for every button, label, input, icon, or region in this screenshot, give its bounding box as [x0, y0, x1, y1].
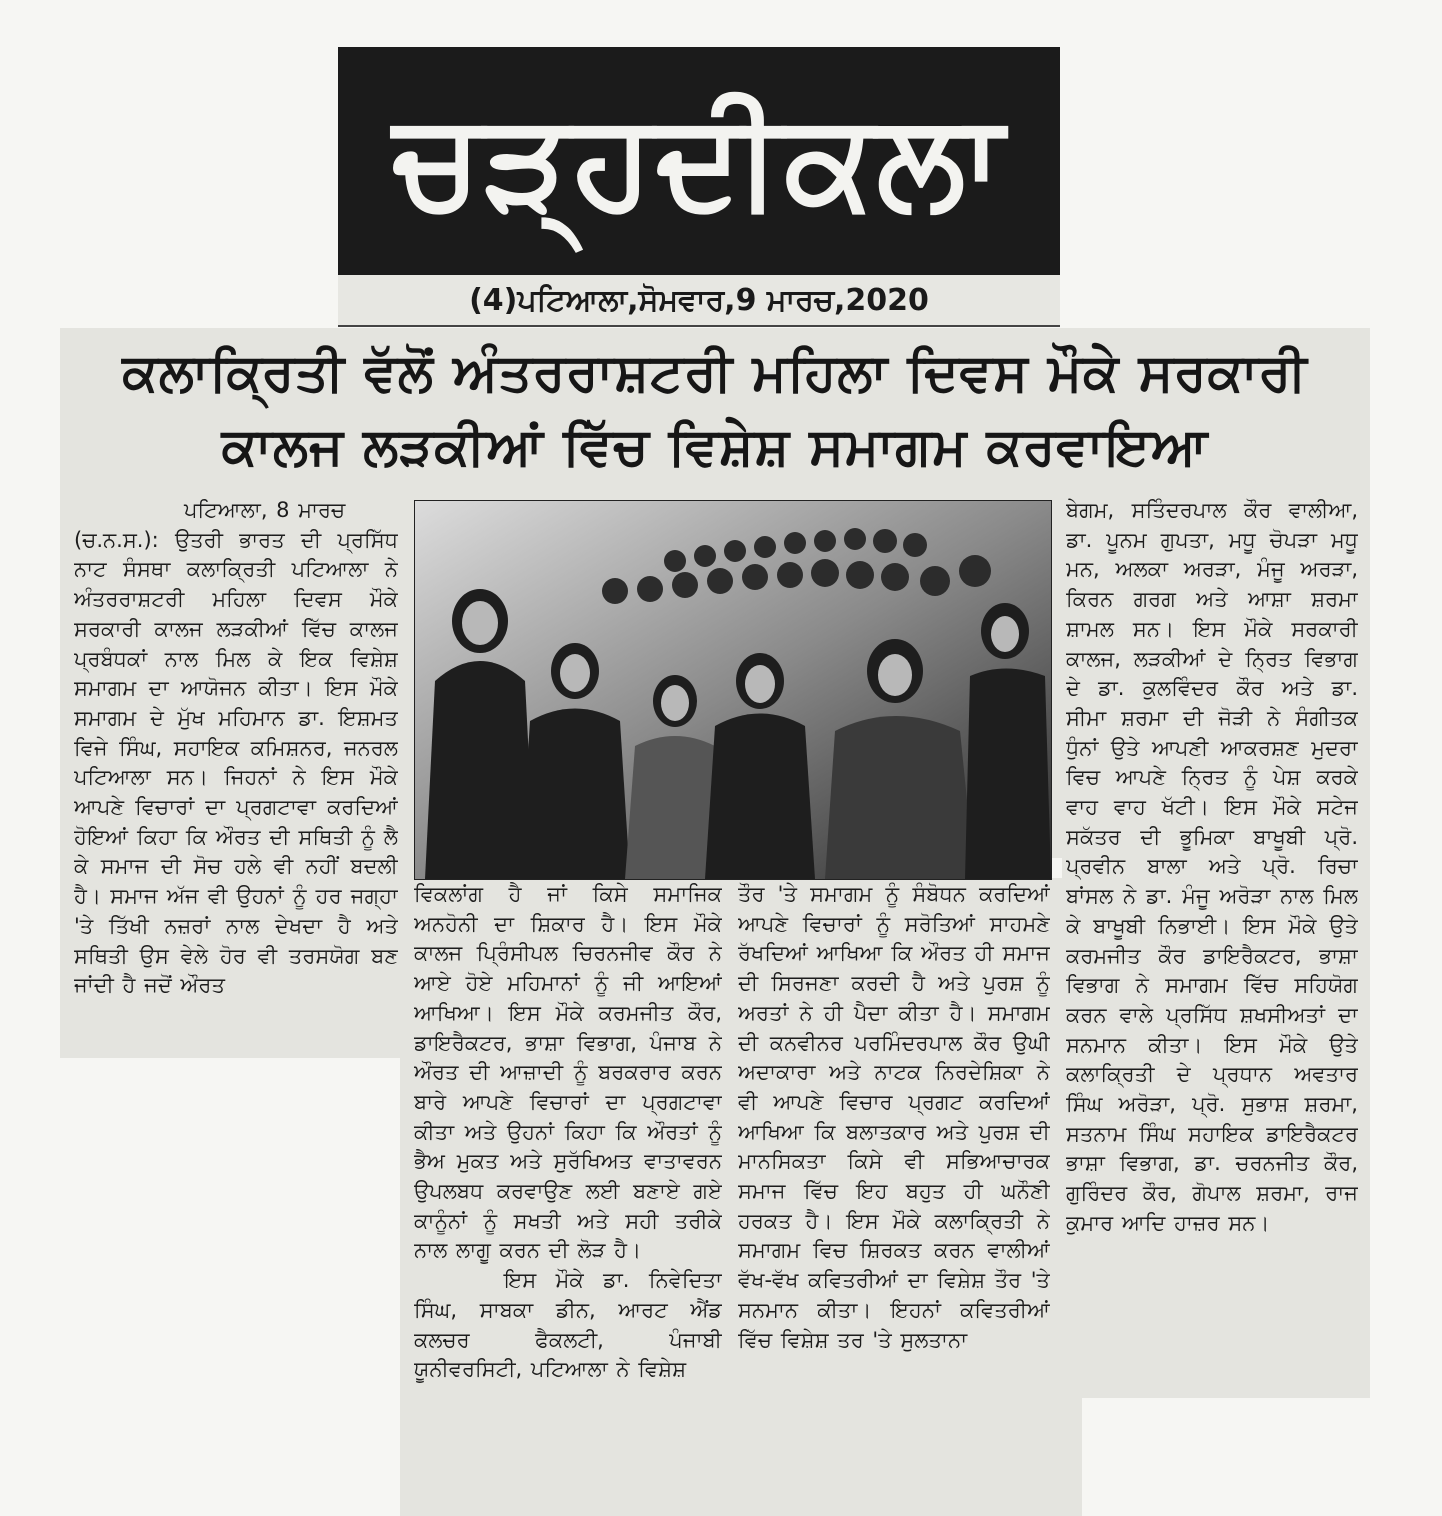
event-photo [414, 500, 1052, 880]
column-2-text-2: ਇਸ ਮੌਕੇ ਡਾ. ਨਿਵੇਦਿਤਾ ਸਿੰਘ, ਸਾਬਕਾ ਡੀਨ, ਆਰਟ ਐਂਡ ਕਲਚਰ ਫੈਕਲਟੀ, ਪੰਜਾਬੀ ਯੂਨੀਵਰਸਿਟੀ, ਪਟਿਆਲਾ ਨੇ ਵਿਸ਼ੇਸ਼ [414, 1268, 722, 1382]
headline-line-2: ਕਾਲਜ ਲੜਕੀਆਂ ਵਿੱਚ ਵਿਸ਼ੇਸ਼ ਸਮਾਗਮ ਕਰਵਾਇਆ [221, 417, 1209, 477]
column-1-text: (ਚ.ਨ.ਸ.): ਉਤਰੀ ਭਾਰਤ ਦੀ ਪ੍ਰਸਿੱਧ ਨਾਟ ਸੰਸਥਾ ਕਲਾਕ੍ਰਿਤੀ ਪਟਿਆਲਾ ਨੇ ਅੰਤਰਰਾਸ਼ਟਰੀ ਮਹਿਲਾ ਦਿਵਸ ਮੌਕੇ ਸਰਕਾਰੀ ਕਾਲਜ ਲੜਕੀਆਂ ਵਿੱਚ ਕਾਲਜ ਪ੍ਰਬੰਧਕਾਂ ਨਾਲ ਮਿਲ ਕੇ ਇਕ ਵਿਸ਼ੇਸ਼ ਸਮਾਗਮ ਦਾ ਆਯੋਜਨ ਕੀਤਾ। ਇਸ ਮੌਕੇ ਸਮਾਗਮ ਦੇ ਮੁੱਖ ਮਹਿਮਾਨ ਡਾ. ਇਸ਼ਮਤ ਵਿਜੇ ਸਿੰਘ, ਸਹਾਇਕ ਕਮਿਸ਼ਨਰ, ਜਨਰਲ ਪਟਿਆਲਾ ਸਨ। ਜਿਹਨਾਂ ਨੇ ਇਸ ਮੌਕੇ ਆਪਣੇ ਵਿਚਾਰਾਂ ਦਾ ਪ੍ਰਗਟਾਵਾ ਕਰਦਿਆਂ ਹੋਇਆਂ ਕਿਹਾ ਕਿ ਔਰਤ ਦੀ ਸਥਿਤੀ ਨੂੰ ਲੈ ਕੇ ਸਮਾਜ ਦੀ ਸੋਚ ਹਲੇ ਵੀ ਨਹੀਂ ਬਦਲੀ ਹੈ। ਸਮਾਜ ਅੱਜ ਵੀ ਉਹਨਾਂ ਨੂੰ ਹਰ ਜਗ੍ਹਾ 'ਤੇ ਤਿੱਖੀ ਨਜ਼ਰਾਂ ਨਾਲ ਦੇਖਦਾ ਹੈ ਅਤੇ ਸਥਿਤੀ ਉਸ ਵੇਲੇ ਹੋਰ ਵੀ ਤਰਸਯੋਗ ਬਣ ਜਾਂਦੀ ਹੈ ਜਦੋਂ ਔਰਤ [74, 527, 398, 998]
page-dateline: (4)ਪਟਿਆਲਾ,ਸੋਮਵਾਰ,9 ਮਾਰਚ,2020 [338, 275, 1060, 327]
newspaper-title: ਚੜ੍ਹਦੀਕਲਾ [392, 84, 1006, 238]
article-column-4 [1066, 496, 1358, 1386]
article-headline [68, 335, 1362, 485]
headline-line-1: ਕਲਾਕ੍ਰਿਤੀ ਵੱਲੋਂ ਅੰਤਰਰਾਸ਼ਟਰੀ ਮਹਿਲਾ ਦਿਵਸ ਮੌਕੇ ਸਰਕਾਰੀ [122, 343, 1308, 403]
column-2-text: ਵਿਕਲਾਂਗ ਹੈ ਜਾਂ ਕਿਸੇ ਸਮਾਜਿਕ ਅਨਹੋਨੀ ਦਾ ਸ਼ਿਕਾਰ ਹੈ। ਇਸ ਮੌਕੇ ਕਾਲਜ ਪ੍ਰਿੰਸੀਪਲ ਚਿਰਨਜੀਵ ਕੌਰ ਨੇ ਆਏ ਹੋਏ ਮਹਿਮਾਨਾਂ ਨੂੰ ਜੀ ਆਇਆਂ ਆਖਿਆ। ਇਸ ਮੌਕੇ ਕਰਮਜੀਤ ਕੌਰ, ਡਾਇਰੈਕਟਰ, ਭਾਸ਼ਾ ਵਿਭਾਗ, ਪੰਜਾਬ ਨੇ ਔਰਤ ਦੀ ਆਜ਼ਾਦੀ ਨੂੰ ਬਰਕਰਾਰ ਕਰਨ ਬਾਰੇ ਆਪਣੇ ਵਿਚਾਰਾਂ ਦਾ ਪ੍ਰਗਟਾਵਾ ਕੀਤਾ ਅਤੇ ਉਹਨਾਂ ਕਿਹਾ ਕਿ ਔਰਤਾਂ ਨੂੰ ਭੈਅ ਮੁਕਤ ਅਤੇ ਸੁਰੱਖਿਅਤ ਵਾਤਾਵਰਨ ਉਪਲਬਧ ਕਰਵਾਉਣ ਲਈ ਬਣਾਏ ਗਏ ਕਾਨੂੰਨਾਂ ਨੂੰ ਸਖਤੀ ਅਤੇ ਸਹੀ ਤਰੀਕੇ ਨਾਲ ਲਾਗੂ ਕਰਨ ਦੀ ਲੋੜ ਹੈ। [414, 882, 722, 1263]
article-column-2 [414, 880, 722, 1500]
column-1-dateline: ਪਟਿਆਲਾ, 8 ਮਾਰਚ [184, 498, 346, 522]
article-column-1 [74, 496, 398, 1044]
article-column-3 [738, 880, 1050, 1500]
column-4-text: ਬੇਗਮ, ਸਤਿੰਦਰਪਾਲ ਕੌਰ ਵਾਲੀਆ, ਡਾ. ਪੂਨਮ ਗੁਪਤਾ, ਮਧੂ ਚੋਪੜਾ ਮਧੂ ਮਨ, ਅਲਕਾ ਅਰੜਾ, ਮੰਜੂ ਅਰੜਾ, ਕਿਰਨ ਗਰਗ ਅਤੇ ਆਸ਼ਾ ਸ਼ਰਮਾ ਸ਼ਾਮਲ ਸਨ। ਇਸ ਮੌਕੇ ਸਰਕਾਰੀ ਕਾਲਜ, ਲੜਕੀਆਂ ਦੇ ਨ੍ਰਿਤ ਵਿਭਾਗ ਦੇ ਡਾ. ਕੁਲਵਿੰਦਰ ਕੌਰ ਅਤੇ ਡਾ. ਸੀਮਾ ਸ਼ਰਮਾ ਦੀ ਜੋੜੀ ਨੇ ਸੰਗੀਤਕ ਧੁੰਨਾਂ ਉਤੇ ਆਪਣੀ ਆਕਰਸ਼ਣ ਮੁਦਰਾ ਵਿਚ ਆਪਣੇ ਨ੍ਰਿਤ ਨੂੰ ਪੇਸ਼ ਕਰਕੇ ਵਾਹ ਵਾਹ ਖੱਟੀ। ਇਸ ਮੌਕੇ ਸਟੇਜ ਸਕੱਤਰ ਦੀ ਭੂਮਿਕਾ ਬਾਖੂਬੀ ਪ੍ਰੋ. ਪ੍ਰਵੀਨ ਬਾਲਾ ਅਤੇ ਪ੍ਰੋ. ਰਿਚਾ ਬਾਂਸਲ ਨੇ ਡਾ. ਮੰਜੂ ਅਰੋੜਾ ਨਾਲ ਮਿਲ ਕੇ ਬਾਖੂਬੀ ਨਿਭਾਈ। ਇਸ ਮੌਕੇ ਉਤੇ ਕਰਮਜੀਤ ਕੌਰ ਡਾਇਰੈਕਟਰ, ਭਾਸ਼ਾ ਵਿਭਾਗ ਨੇ ਸਮਾਗਮ ਵਿੱਚ ਸਹਿਯੋਗ ਕਰਨ ਵਾਲੇ ਪ੍ਰਸਿੱਧ ਸ਼ਖਸੀਅਤਾਂ ਦਾ ਸਨਮਾਨ ਕੀਤਾ। ਇਸ ਮੌਕੇ ਉਤੇ ਕਲਾਕ੍ਰਿਤੀ ਦੇ ਪ੍ਰਧਾਨ ਅਵਤਾਰ ਸਿੰਘ ਅਰੋੜਾ, ਪ੍ਰੋ. ਸੁਭਾਸ਼ ਸ਼ਰਮਾ, ਸਤਨਾਮ ਸਿੰਘ ਸਹਾਇਕ ਡਾਇਰੈਕਟਰ ਭਾਸ਼ਾ ਵਿਭਾਗ, ਡਾ. ਚਰਨਜੀਤ ਕੌਰ, ਗੁਰਿੰਦਰ ਕੌਰ, ਗੋਪਾਲ ਸ਼ਰਮਾ, ਰਾਜ ਕੁਮਾਰ ਆਦਿ ਹਾਜ਼ਰ ਸਨ। [1066, 498, 1358, 1235]
audience-photo-graphic [415, 501, 1051, 879]
newspaper-masthead [338, 47, 1060, 275]
column-3-text: ਤੌਰ 'ਤੇ ਸਮਾਗਮ ਨੂੰ ਸੰਬੋਧਨ ਕਰਦਿਆਂ ਆਪਣੇ ਵਿਚਾਰਾਂ ਨੂੰ ਸਰੋਤਿਆਂ ਸਾਹਮਣੇ ਰੱਖਦਿਆਂ ਆਖਿਆ ਕਿ ਔਰਤ ਹੀ ਸਮਾਜ ਦੀ ਸਿਰਜਣਾ ਕਰਦੀ ਹੈ ਅਤੇ ਪੁਰਸ਼ ਨੂੰ ਅਰਤਾਂ ਨੇ ਹੀ ਪੈਦਾ ਕੀਤਾ ਹੈ। ਸਮਾਗਮ ਦੀ ਕਨਵੀਨਰ ਪਰਮਿੰਦਰਪਾਲ ਕੌਰ ਉਘੀ ਅਦਾਕਾਰਾ ਅਤੇ ਨਾਟਕ ਨਿਰਦੇਸ਼ਿਕਾ ਨੇ ਵੀ ਆਪਣੇ ਵਿਚਾਰ ਪ੍ਰਗਟ ਕਰਦਿਆਂ ਆਖਿਆ ਕਿ ਬਲਾਤਕਾਰ ਅਤੇ ਪੁਰਸ਼ ਦੀ ਮਾਨਸਿਕਤਾ ਕਿਸੇ ਵੀ ਸਭਿਆਚਾਰਕ ਸਮਾਜ ਵਿੱਚ ਇਹ ਬਹੁਤ ਹੀ ਘਨੌਣੀ ਹਰਕਤ ਹੈ। ਇਸ ਮੌਕੇ ਕਲਾਕ੍ਰਿਤੀ ਨੇ ਸਮਾਗਮ ਵਿਚ ਸ਼ਿਰਕਤ ਕਰਨ ਵਾਲੀਆਂ ਵੱਖ-ਵੱਖ ਕਵਿਤਰੀਆਂ ਦਾ ਵਿਸ਼ੇਸ਼ ਤੌਰ 'ਤੇ ਸਨਮਾਨ ਕੀਤਾ। ਇਹਨਾਂ ਕਵਿਤਰੀਆਂ ਵਿੱਚ ਵਿਸ਼ੇਸ਼ ਤਰ 'ਤੇ ਸੁਲਤਾਨਾ [738, 882, 1050, 1352]
